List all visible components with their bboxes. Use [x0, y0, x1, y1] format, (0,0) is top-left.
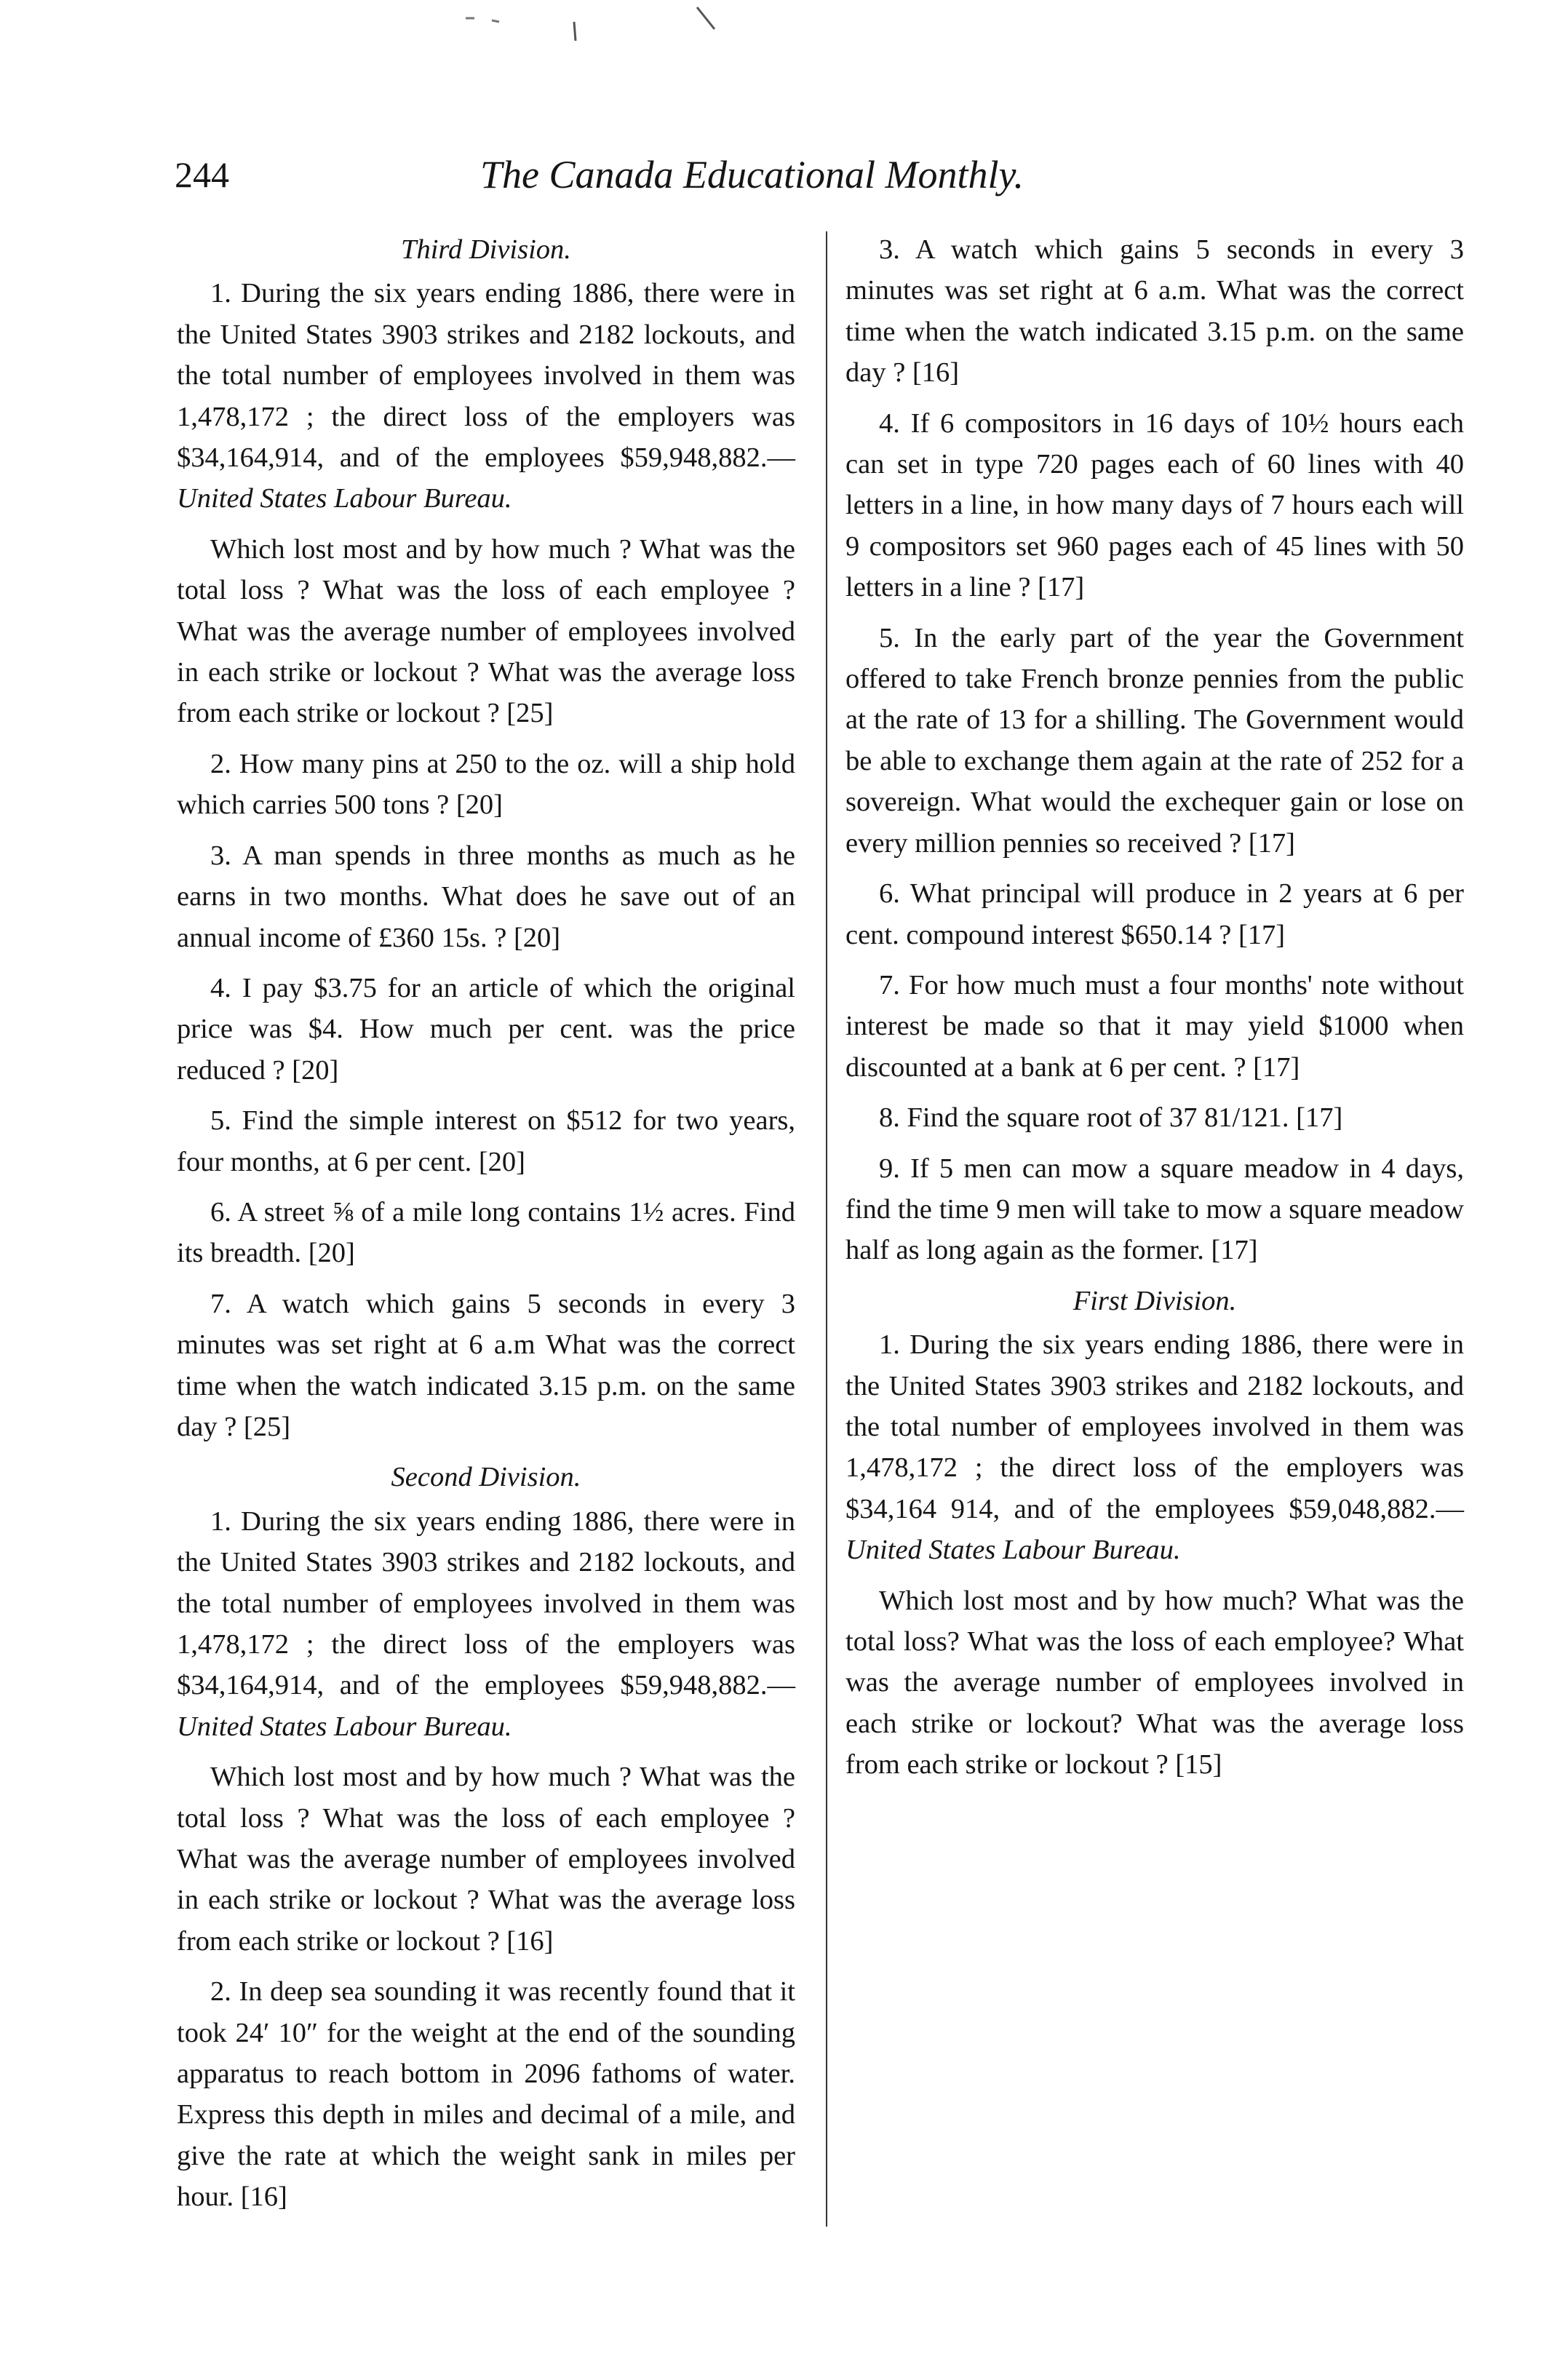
third-q4: 4. I pay $3.75 for an article of which the original price was $4. How much per cent. was the price reduced ? [20] [177, 972, 795, 1086]
first-q1-statement: 1. During the six years ending 1886, there were in the United States 3903 strikes and 2182 lockouts, and the total number of employees involved in them was 1,478,172 ; the direct loss of the employers was $34,164 914, and of the employees $59,048,882.—United States Labour Bureau. [845, 1329, 1464, 1566]
page-header [175, 146, 1426, 204]
third-q6: 6. A street ⅝ of a mile long contains 1½ acres. Find its breadth. [20] [177, 1196, 795, 1269]
third-q1-questions: Which lost most and by how much ? What was the total loss ? What was the loss of each employee ? What was the average number of employees involved in each strike or lockout ? What was the average loss from each strike or lockout ? [25] [177, 533, 795, 729]
second-division-heading: Second Division. [391, 1462, 581, 1493]
second-q1-statement: 1. During the six years ending 1886, there were in the United States 3903 strikes and 2182 lockouts, and the total number of employees involved in them was 1,478,172 ; the direct loss of the employers was $34,164,914, and of the employees $59,948,882.—United States Labour Bureau. [177, 1505, 795, 1742]
third-q1-statement: 1. During the six years ending 1886, there were in the United States 3903 strikes and 2182 lockouts, and the total number of employees involved in them was 1,478,172 ; the direct loss of the employers was $34,164,914, and of the employees $59,948,882.—United States Labour Bureau. [177, 278, 795, 514]
source-credit: United States Labour Bureau. [177, 1711, 512, 1742]
first-q1-questions: Which lost most and by how much? What was the total loss? What was the loss of each employee? What was the average number of employees involved in each strike or lockout? What was the average loss from each strike or lockout ? [15] [845, 1585, 1464, 1781]
third-division-heading: Third Division. [401, 234, 571, 265]
first-division-heading: First Division. [1072, 1285, 1237, 1316]
second-q7: 7. For how much must a four months' note without interest be made so that it may yield $1000 when discounted at a bank at 6 per cent. ? [17] [845, 969, 1464, 1083]
page-number: 244 [175, 154, 229, 195]
running-title: The Canada Educational Monthly. [480, 153, 1024, 196]
third-q7: 7. A watch which gains 5 seconds in every 3 minutes was set right at 6 a.m What was the correct time when the watch indicated 3.15 p.m. on the same day ? [25] [177, 1288, 795, 1442]
source-credit: United States Labour Bureau. [177, 483, 512, 514]
third-q2: 2. How many pins at 250 to the oz. will a ship hold which carries 500 tons ? [20] [177, 748, 795, 821]
left-column [177, 229, 795, 2227]
third-q3: 3. A man spends in three months as much as he earns in two months. What does he save out of an annual income of £360 15s. ? [20] [177, 840, 795, 953]
second-q5: 5. In the early part of the year the Government offered to take French bronze pennies from the public at the rate of 13 for a shilling. The Government would be able to exchange them again at the rate of 252 for a sovereign. What would the exchequer gain or lose on every million pennies so received ? [17] [845, 622, 1464, 859]
third-q5: 5. Find the simple interest on $512 for two years, four months, at 6 per cent. [20] [177, 1105, 795, 1177]
scan-artifact-marks [0, 0, 1568, 87]
second-q1-questions: Which lost most and by how much ? What was the total loss ? What was the loss of each employee ? What was the average number of employees involved in each strike or lockout ? What was the average loss from each strike or lockout ? [16] [177, 1762, 795, 1957]
second-q3: 3. A watch which gains 5 seconds in every 3 minutes was set right at 6 a.m. What was the correct time when the watch indicated 3.15 p.m. on the same day ? [16] [845, 234, 1464, 389]
second-q4: 4. If 6 compositors in 16 days of 10½ hours each can set in type 720 pages each of 60 lines with 40 letters in a line, in how many days of 7 hours each will 9 compositors set 960 pages each of 45 lines with 50 letters in a line ? [17] [845, 407, 1464, 603]
column-divider [826, 231, 827, 2227]
right-column [845, 229, 1464, 1795]
second-q2: 2. In deep sea sounding it was recently found that it took 24′ 10″ for the weight at the end of the sounding apparatus to reach bottom in 2096 fathoms of water. Express this depth in miles and decimal of a mile, and give the rate at which the weight sank in miles per hour. [16] [177, 1976, 795, 2213]
second-q9: 9. If 5 men can mow a square meadow in 4 days, find the time 9 men will take to mow a square meadow half as long again as the former. [17] [845, 1153, 1464, 1266]
second-q6: 6. What principal will produce in 2 years at 6 per cent. compound interest $650.14 ? [17] [845, 878, 1464, 950]
second-q8: 8. Find the square root of 37 81/121. [17] [879, 1102, 1343, 1134]
source-credit: United States Labour Bureau. [845, 1535, 1181, 1566]
